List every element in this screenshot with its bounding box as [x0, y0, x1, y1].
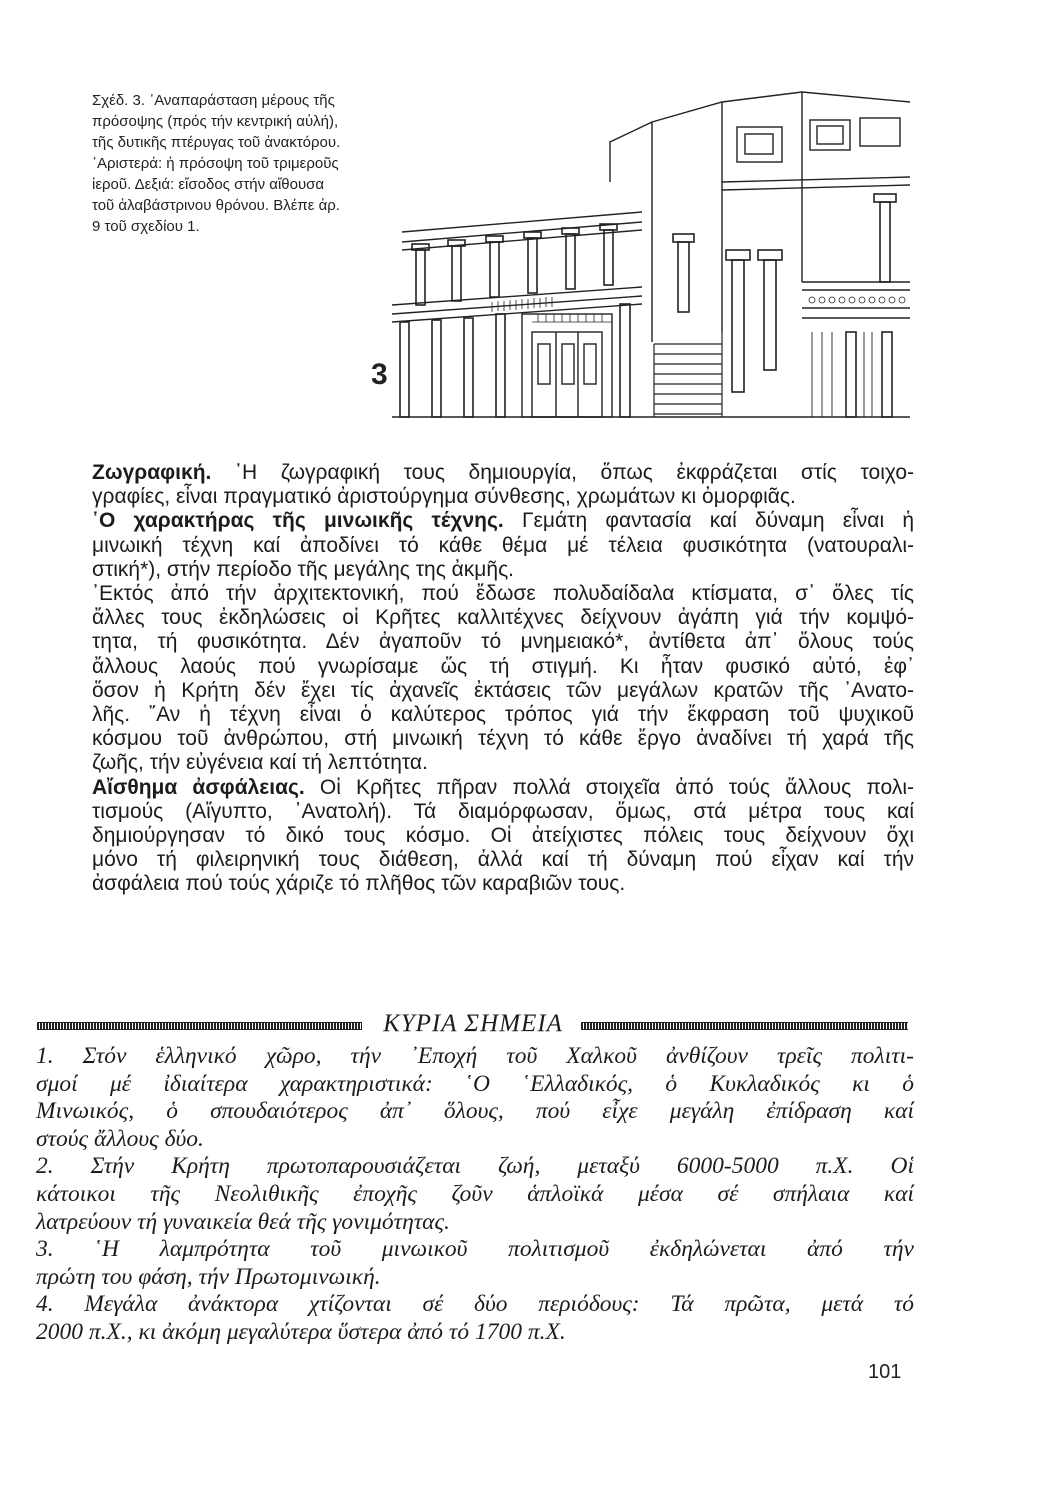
key-point-line: σμοί μέ ἰδιαίτερα χαρακτηριστικά: ῾Ο ῾Ελλαδικός, ὁ Κυκλαδικός κι ὁ — [36, 1070, 914, 1097]
text-line: κόσμου τοῦ ἀνθρώπου, στή μινωική τέχνη τό κάθε ἔργο ἀναδίνει τή χαρά τῆς — [92, 727, 914, 751]
caption-line: τοῦ ἀλαβάστρινου θρόνου. Βλέπε ἀρ. — [92, 197, 340, 214]
text-line — [92, 461, 914, 485]
text-line — [92, 509, 914, 533]
divider-rule-right — [581, 1022, 908, 1030]
text-line: ζωῆς, τήν εὐγένεια καί τή λεπτότητα. — [92, 751, 428, 775]
section-heading-security: Αἴσθημα ἀσφάλειας. — [92, 775, 305, 799]
key-point-line: στούς ἄλλους δύο. — [36, 1125, 204, 1152]
text-line: μόνο τή φιλειρηνική τους διάθεση, ἀλλά καί τή δύναμη πού εἶχαν καί τήν — [92, 848, 914, 872]
section-heading-character: ῾Ο χαρακτήρας τῆς μινωικῆς τέχνης. — [92, 509, 504, 533]
divider-rule-left — [37, 1022, 362, 1030]
key-points-title: ΚΥΡΙΑ ΣΗΜΕΙΑ — [383, 1010, 563, 1037]
text-line: στική*), στήν περίοδο τῆς μεγάλης της ἀκμῆς. — [92, 557, 515, 581]
palace-facade-drawing — [392, 82, 910, 418]
palace-facade-illustration — [392, 82, 910, 418]
figure-number: 3 — [371, 358, 388, 391]
text-line: μινωική τέχνη καί ἀποδίνει τό κάθε θέμα μέ τέλεια φυσικότητα (νατουραλι- — [92, 533, 914, 557]
section-heading-painting: Ζωγραφική. — [92, 461, 212, 484]
key-points-list — [36, 1043, 914, 1347]
key-point-line: Μινωικός, ὁ σπουδαιότερος ἀπ᾿ ὅλους, πού εἶχε μεγάλη ἐπίδραση καί — [36, 1098, 914, 1125]
caption-line: τῆς δυτικῆς πτέρυγας τοῦ ἀνακτόρου. — [92, 134, 341, 151]
key-point-line: πρώτη του φάση, τήν Πρωτομινωική. — [36, 1263, 381, 1290]
caption-line: ᾿Αριστερά: ἡ πρόσοψη τοῦ τριμεροῦς — [92, 155, 339, 172]
text-run: ῾Η ζωγραφική τους δημιουργία, ὅπως ἐκφράζεται στίς τοιχο- — [211, 461, 914, 484]
key-point-line: 2. Στήν Κρήτη πρωτοπαρουσιάζεται ζωή, μεταξύ 6000-5000 π.Χ. Οἱ — [36, 1153, 914, 1180]
caption-line: 9 τοῦ σχεδίου 1. — [92, 218, 200, 235]
text-run: Οἱ Κρῆτες πῆραν πολλά στοιχεῖα ἀπό τούς ἄλλους πολι- — [304, 775, 914, 799]
text-run: Γεμάτη φαντασία καί δύναμη εἶναι ἡ — [503, 509, 914, 533]
text-line: δημιούργησαν τό δικό τους κόσμο. Οἱ ἀτείχιστες πόλεις τους δείχνουν ὄχι — [92, 824, 914, 848]
key-point-line: 4. Μεγάλα ἀνάκτορα χτίζονται σέ δύο περιόδους: Τά πρῶτα, μετά τό — [36, 1291, 914, 1318]
caption-line: Σχέδ. 3. ᾿Αναπαράσταση μέρους τῆς — [92, 92, 335, 109]
main-text — [92, 461, 914, 897]
text-line: τητα, τή φυσικότητα. Δέν ἀγαποῦν τό μνημειακό*, ἀντίθετα ἀπ᾿ ὅλους τούς — [92, 630, 914, 654]
text-line — [92, 776, 914, 800]
text-line: λῆς. ῎Αν ἡ τέχνη εἶναι ὁ καλύτερος τρόπος γιά τήν ἔκφραση τοῦ ψυχικοῦ — [92, 703, 914, 727]
text-line: τισμούς (Αἴγυπτο, ᾿Ανατολή). Τά διαμόρφωσαν, ὅμως, στά μέτρα τους καί — [92, 799, 914, 823]
key-point-line: λατρεύουν τή γυναικεία θεά τῆς γονιμότητας. — [36, 1208, 450, 1235]
key-points-divider — [37, 1010, 908, 1040]
page-number: 101 — [868, 1361, 902, 1383]
key-point-line: 3. ῾Η λαμπρότητα τοῦ μινωικοῦ πολιτισμοῦ ἐκδηλώνεται ἀπό τήν — [36, 1236, 914, 1263]
caption-line: πρόσοψης (πρός τήν κεντρική αὐλή), — [92, 113, 339, 130]
text-line: ὅσον ἡ Κρήτη δέν ἔχει τίς ἀχανεῖς ἐκτάσεις τῶν μεγάλων κρατῶν τῆς ᾿Ανατο- — [92, 678, 914, 702]
text-line: ἄλλες τους ἐκδηλώσεις οἱ Κρῆτες καλλιτέχνες δείχνουν ἀγάπη γιά τήν κομψό- — [92, 606, 914, 630]
text-line: γραφίες, εἶναι πραγματικό ἀριστούργημα σύνθεσης, χρωμάτων κι ὀμορφιᾶς. — [92, 485, 796, 509]
text-line: ἄλλους λαούς πού γνωρίσαμε ὥς τή στιγμή. Κι ἦταν φυσικό αὐτό, ἐφ᾿ — [92, 654, 914, 678]
figure-caption — [92, 90, 382, 237]
text-line: ᾿Εκτός ἀπό τήν ἀρχιτεκτονική, πού ἔδωσε πολυδαίδαλα κτίσματα, σ᾿ ὅλες τίς — [92, 582, 914, 606]
key-point-line: 2000 π.Χ., κι ἀκόμη μεγαλύτερα ὕστερα ἀπό τό 1700 π.Χ. — [36, 1318, 566, 1345]
key-point-line: 1. Στόν ἑλληνικό χῶρο, τήν ᾿Εποχή τοῦ Χαλκοῦ ἀνθίζουν τρεῖς πολιτι- — [36, 1043, 914, 1069]
caption-line: ἱεροῦ. Δεξιά: εἴσοδος στήν αἴθουσα — [92, 176, 325, 193]
key-point-line: κάτοικοι τῆς Νεολιθικῆς ἐποχῆς ζοῦν ἁπλοϊκά μέσα σέ σπήλαια καί — [36, 1180, 914, 1207]
text-line: ἀσφάλεια πού τούς χάριζε τό πλῆθος τῶν καραβιῶν τους. — [92, 872, 626, 896]
